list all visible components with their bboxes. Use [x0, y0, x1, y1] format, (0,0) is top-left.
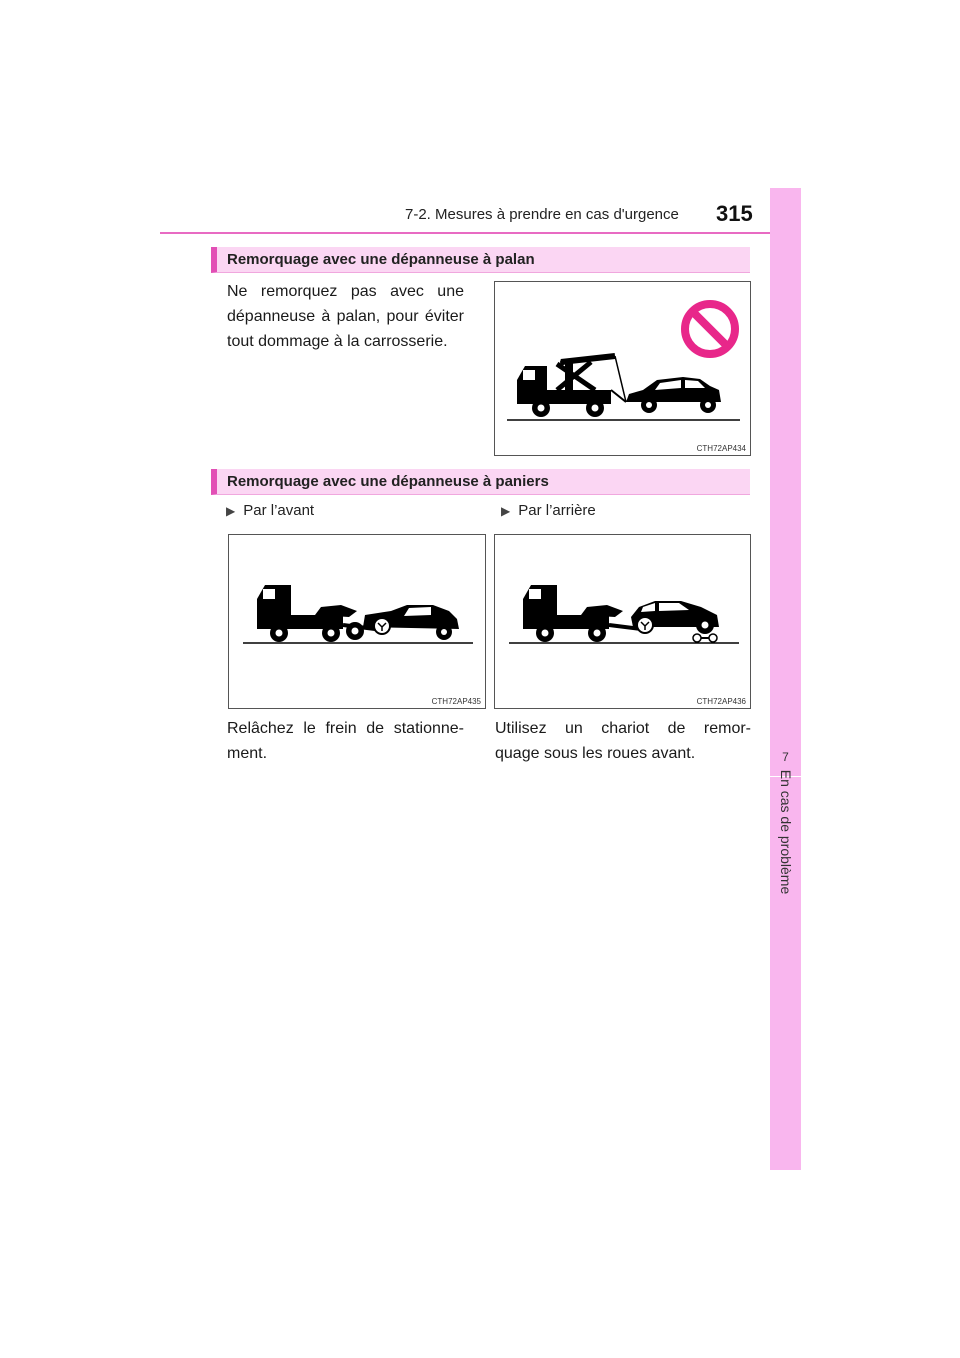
text-line: Utilisez un chariot de remor- [495, 720, 751, 737]
hoist-truck-figure [494, 281, 751, 456]
hoist-warning-text [227, 279, 464, 354]
section-header-wheel-lift: Remorquage avec une dépanneuse à paniers [211, 469, 750, 495]
rear-tow-figure [494, 534, 751, 709]
chapter-label: En cas de problème [778, 769, 794, 895]
front-tow-label [226, 502, 314, 519]
figure-code: CTH72AP436 [696, 697, 746, 706]
text-line: Relâchez le frein de stationne- [227, 720, 464, 737]
running-header: 7-2. Mesures à prendre en cas d'urgence [405, 206, 679, 223]
rear-tow-label [501, 502, 596, 519]
front-tow-figure [228, 534, 486, 709]
text-line: dépanneuse à palan, pour éviter [227, 308, 464, 325]
front-tow-label-text: Par l’avant [243, 502, 315, 519]
rear-tow-illustration [495, 535, 752, 710]
hoist-truck-illustration [495, 282, 752, 457]
front-tow-caption [227, 716, 464, 766]
text-line: ment. [227, 745, 268, 762]
text-line: Ne remorquez pas avec une [227, 283, 464, 300]
triangle-bullet-icon: ▶ [226, 504, 236, 518]
page-number: 315 [716, 201, 753, 226]
triangle-bullet-icon: ▶ [501, 504, 511, 518]
text-line: tout dommage à la carrosserie. [227, 333, 448, 350]
prohibited-icon [685, 304, 735, 354]
figure-code: CTH72AP434 [696, 444, 746, 453]
figure-code: CTH72AP435 [431, 697, 481, 706]
text-line: quage sous les roues avant. [495, 745, 696, 762]
front-tow-illustration [229, 535, 487, 710]
chapter-side-tab [770, 188, 801, 1170]
header-rule [160, 232, 800, 234]
chapter-number: 7 [782, 750, 789, 764]
rear-tow-label-text: Par l’arrière [518, 502, 596, 519]
section-header-hoist: Remorquage avec une dépanneuse à palan [211, 247, 750, 273]
rear-tow-caption [495, 716, 751, 766]
